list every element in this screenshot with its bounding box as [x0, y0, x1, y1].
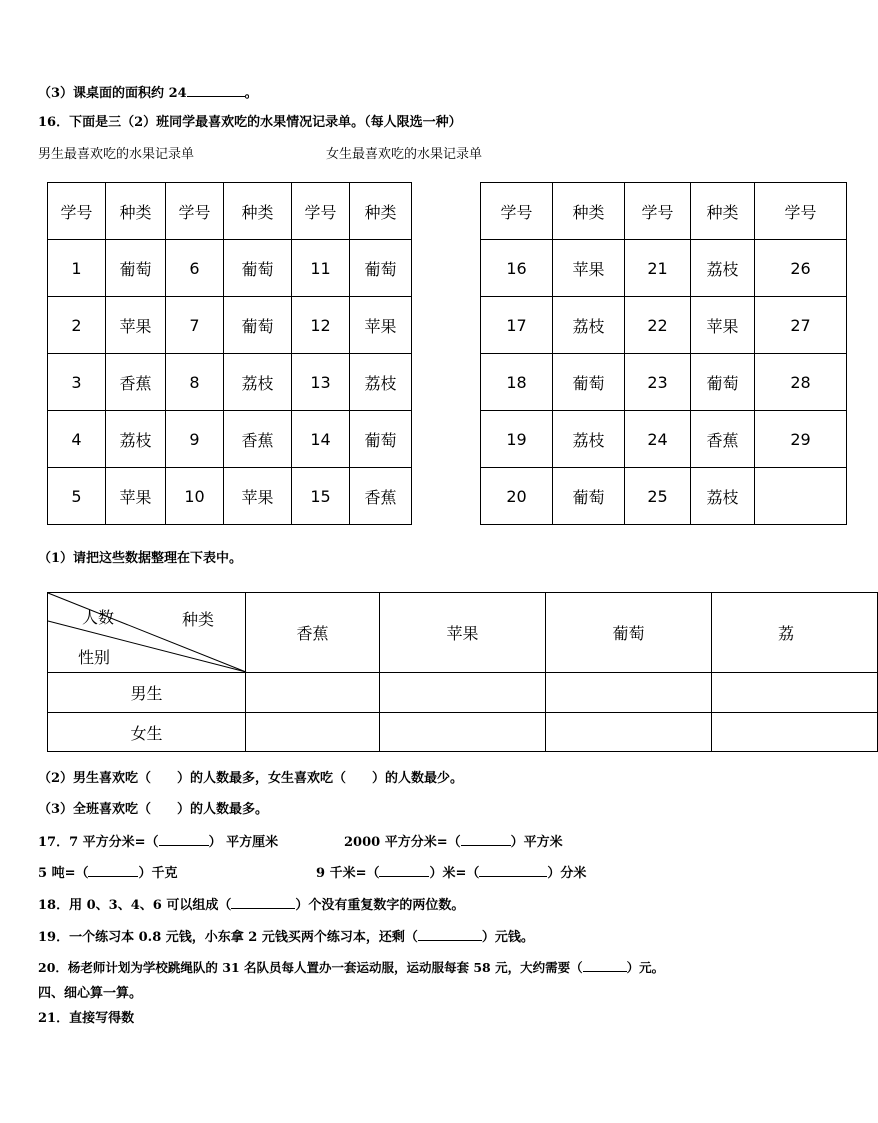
- summary-answer-cell[interactable]: [246, 713, 380, 752]
- record-header-cell: 种类: [106, 183, 166, 240]
- record-row: [48, 240, 412, 297]
- fruit-type-cell: 荔枝: [553, 297, 625, 354]
- answer-blank[interactable]: [88, 864, 138, 877]
- fruit-type-cell: 荔枝: [106, 411, 166, 468]
- student-number-cell: 14: [292, 411, 350, 468]
- q17-b: 2000 平方分米=（ ）平方米: [344, 835, 563, 850]
- student-number-cell: 10: [166, 468, 224, 525]
- summary-answer-cell[interactable]: [546, 713, 712, 752]
- section-four-heading: 四、细心算一算。: [38, 986, 143, 1001]
- record-header-row: [48, 183, 412, 240]
- diagonal-header: [48, 593, 246, 672]
- fruit-type-cell: 苹果: [224, 468, 292, 525]
- q16-sub1: （1）请把这些数据整理在下表中。: [38, 551, 243, 566]
- record-header-cell: 学号: [625, 183, 691, 240]
- fruit-type-cell: 苹果: [106, 468, 166, 525]
- record-header-cell: 种类: [691, 183, 755, 240]
- record-row: [48, 468, 412, 525]
- fruit-type-cell: 苹果: [106, 297, 166, 354]
- record-header-cell: 学号: [48, 183, 106, 240]
- student-number-cell: [755, 468, 847, 525]
- record-header-cell: 种类: [350, 183, 412, 240]
- answer-blank[interactable]: [583, 959, 627, 972]
- student-number-cell: 12: [292, 297, 350, 354]
- q18-line: 18．用 0、3、4、6 可以组成（ ）个没有重复数字的两位数。: [38, 898, 465, 913]
- student-number-cell: 28: [755, 354, 847, 411]
- student-number-cell: 26: [755, 240, 847, 297]
- student-number-cell: 22: [625, 297, 691, 354]
- q17-c: 5 吨=（ ）千克: [38, 866, 178, 881]
- student-number-cell: 17: [481, 297, 553, 354]
- student-number-cell: 13: [292, 354, 350, 411]
- fruit-type-cell: 葡萄: [350, 411, 412, 468]
- fruit-type-cell: 苹果: [553, 240, 625, 297]
- student-number-cell: 29: [755, 411, 847, 468]
- summary-col-header: 苹果: [380, 593, 546, 673]
- fruit-type-cell: 葡萄: [106, 240, 166, 297]
- record-row: [48, 297, 412, 354]
- student-number-cell: 24: [625, 411, 691, 468]
- student-number-cell: 21: [625, 240, 691, 297]
- summary-row-header: 女生: [48, 713, 246, 752]
- record-header-cell: 学号: [481, 183, 553, 240]
- answer-blank[interactable]: [159, 833, 209, 846]
- answer-blank[interactable]: [461, 833, 511, 846]
- student-number-cell: 16: [481, 240, 553, 297]
- summary-answer-cell[interactable]: [380, 713, 546, 752]
- q15-3-line: （3）课桌面的面积约 24 。: [38, 86, 258, 101]
- record-header-cell: 学号: [166, 183, 224, 240]
- q16-title: 16．下面是三（2）班同学最喜欢吃的水果情况记录单。（每人限选一种）: [38, 115, 462, 130]
- fruit-type-cell: 荔枝: [553, 411, 625, 468]
- student-number-cell: 6: [166, 240, 224, 297]
- answer-blank[interactable]: [187, 84, 245, 97]
- student-number-cell: 23: [625, 354, 691, 411]
- q21-heading: 21．直接写得数: [38, 1011, 135, 1026]
- student-number-cell: 4: [48, 411, 106, 468]
- fruit-type-cell: 葡萄: [350, 240, 412, 297]
- summary-answer-cell[interactable]: [380, 673, 546, 713]
- student-number-cell: 8: [166, 354, 224, 411]
- q17-a: 17．7 平方分米=（ ） 平方厘米: [38, 835, 279, 850]
- summary-answer-cell[interactable]: [712, 673, 878, 713]
- student-number-cell: 5: [48, 468, 106, 525]
- fruit-type-cell: 香蕉: [691, 411, 755, 468]
- student-number-cell: 1: [48, 240, 106, 297]
- q16-sub2: （2）男生喜欢吃（ ）的人数最多，女生喜欢吃（ ）的人数最少。: [38, 771, 464, 786]
- fruit-type-cell: 葡萄: [553, 354, 625, 411]
- record-header-cell: 学号: [755, 183, 847, 240]
- summary-table: [47, 592, 878, 752]
- boys-caption: 男生最喜欢吃的水果记录单: [38, 147, 195, 162]
- record-header-row: [481, 183, 847, 240]
- q19-line: 19．一个练习本 0.8 元钱，小东拿 2 元钱买两个练习本，还剩（ ）元钱。: [38, 930, 534, 945]
- fruit-type-cell: 香蕉: [106, 354, 166, 411]
- q17-d: 9 千米=（ ）米=（ ）分米: [316, 866, 587, 881]
- summary-row-header: 男生: [48, 673, 246, 713]
- summary-col-header: 葡萄: [546, 593, 712, 673]
- fruit-type-cell: 苹果: [691, 297, 755, 354]
- fruit-type-cell: 香蕉: [350, 468, 412, 525]
- fruit-type-cell: 荔枝: [350, 354, 412, 411]
- girls-table-wrapper: [480, 182, 817, 532]
- corner-label-count: 人数: [82, 608, 115, 627]
- summary-corner-cell: [48, 593, 246, 673]
- student-number-cell: 15: [292, 468, 350, 525]
- summary-answer-cell[interactable]: [712, 713, 878, 752]
- fruit-type-cell: 苹果: [350, 297, 412, 354]
- record-row: [48, 354, 412, 411]
- record-row: [481, 468, 847, 525]
- answer-blank[interactable]: [379, 864, 429, 877]
- fruit-type-cell: 葡萄: [691, 354, 755, 411]
- fruit-type-cell: 葡萄: [553, 468, 625, 525]
- student-number-cell: 19: [481, 411, 553, 468]
- student-number-cell: 2: [48, 297, 106, 354]
- corner-label-type: 种类: [182, 610, 215, 629]
- record-header-cell: 学号: [292, 183, 350, 240]
- fruit-type-cell: 荔枝: [691, 240, 755, 297]
- summary-col-header: 荔: [712, 593, 878, 673]
- student-number-cell: 3: [48, 354, 106, 411]
- girls-record-table: [480, 182, 847, 525]
- student-number-cell: 11: [292, 240, 350, 297]
- corner-label-gender: 性别: [78, 648, 111, 667]
- summary-table-wrapper: [47, 592, 794, 752]
- student-number-cell: 18: [481, 354, 553, 411]
- student-number-cell: 7: [166, 297, 224, 354]
- q20-line: 20．杨老师计划为学校跳绳队的 31 名队员每人置办一套运动服，运动服每套 58 元，大约需要（ ）元。: [38, 960, 665, 975]
- record-row: [481, 411, 847, 468]
- student-number-cell: 20: [481, 468, 553, 525]
- answer-blank[interactable]: [418, 928, 482, 941]
- student-number-cell: 27: [755, 297, 847, 354]
- record-row: [481, 354, 847, 411]
- summary-answer-cell[interactable]: [246, 673, 380, 713]
- student-number-cell: 9: [166, 411, 224, 468]
- fruit-type-cell: 荔枝: [224, 354, 292, 411]
- summary-answer-cell[interactable]: [546, 673, 712, 713]
- answer-blank[interactable]: [479, 864, 547, 877]
- fruit-type-cell: 香蕉: [224, 411, 292, 468]
- record-row: [481, 240, 847, 297]
- student-number-cell: 25: [625, 468, 691, 525]
- record-header-cell: 种类: [553, 183, 625, 240]
- record-row: [48, 411, 412, 468]
- record-header-cell: 种类: [224, 183, 292, 240]
- fruit-type-cell: 荔枝: [691, 468, 755, 525]
- q16-sub3: （3）全班喜欢吃（ ）的人数最多。: [38, 802, 269, 817]
- fruit-type-cell: 葡萄: [224, 297, 292, 354]
- answer-blank[interactable]: [231, 896, 295, 909]
- fruit-type-cell: 葡萄: [224, 240, 292, 297]
- boys-record-table: [47, 182, 412, 525]
- summary-col-header: 香蕉: [246, 593, 380, 673]
- girls-caption: 女生最喜欢吃的水果记录单: [326, 147, 483, 162]
- record-row: [481, 297, 847, 354]
